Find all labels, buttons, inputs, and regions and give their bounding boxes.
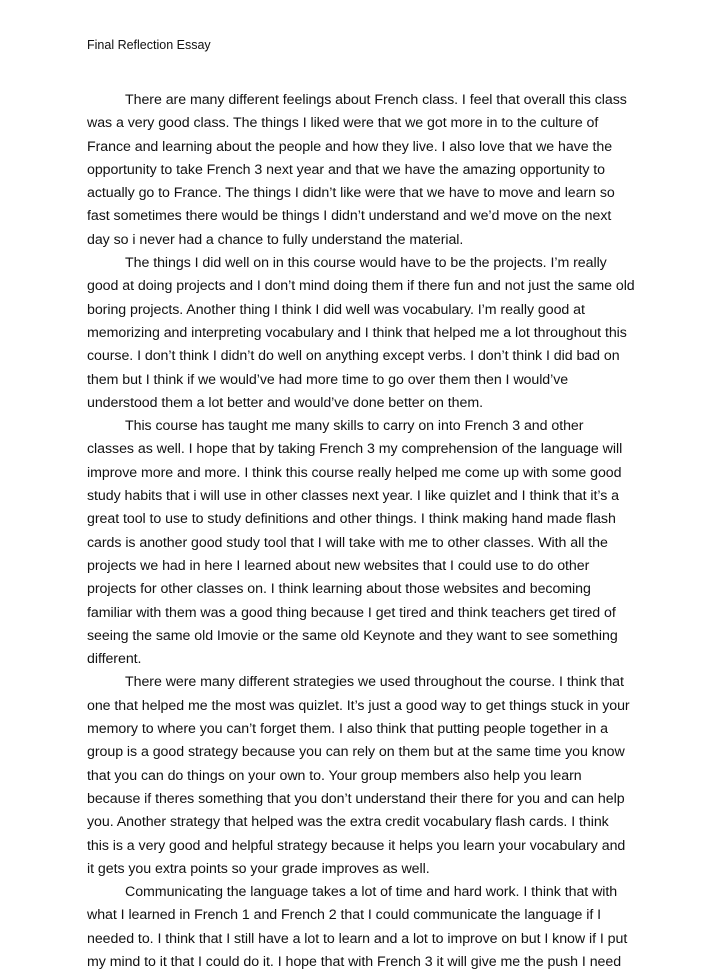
essay-body [87,89,657,974]
text-line: needed to. I think that I still have a lot to learn and a lot to improve on but I know if I put [87,930,628,947]
text-line: fast sometimes there would be things I didn’t understand and we’d move on the next [87,208,612,225]
text-line: one that helped me the most was quizlet. It’s just a good way to get things stuck in your [87,697,630,714]
text-line: There were many different strategies we used throughout the course. I think that [125,674,624,691]
text-line: it gets you extra points so your grade improves as well. [87,860,430,877]
document-header: Final Reflection Essay [87,38,211,52]
text-line: what I learned in French 1 and French 2 that I could communicate the language if I [87,907,602,924]
text-line: understood them a lot better and would’ve done better on them. [87,394,483,411]
text-line: them but I think if we would’ve had more time to go over them then I would’ve [87,371,569,388]
text-line: familiar with them was a good thing because I get tired and think teachers get tired of [87,604,616,621]
text-line: memorizing and interpreting vocabulary and I think that helped me a lot throughout this [87,324,627,341]
text-line: different. [87,651,142,668]
text-line: seeing the same old Imovie or the same old Keynote and they want to see something [87,627,618,644]
text-line: was a very good class. The things I liked were that we got more in to the culture of [87,115,599,132]
text-line: day so i never had a chance to fully understand the material. [87,231,464,248]
text-line: study habits that i will use in other classes next year. I like quizlet and I think that it’s a [87,488,620,505]
text-line: France and learning about the people and how they live. I also love that we have the [87,138,613,155]
text-line: great tool to use to study definitions and other things. I think making hand made flash [87,511,616,528]
text-line: improve more and more. I think this course really helped me come up with some good [87,464,622,481]
text-line: Communicating the language takes a lot of time and hard work. I think that with [125,884,618,901]
text-line: projects we had in here I learned about new websites that I could use to do other [87,557,590,574]
text-line: The things I did well on in this course would have to be the projects. I’m really [125,255,607,272]
text-line: because if theres something that you don’t understand their there for you and can help [87,790,625,807]
text-line: this is a very good and helpful strategy because it helps you learn your vocabulary and [87,837,626,854]
text-line: good at doing projects and I don’t mind doing them if there fun and not just the same old [87,278,635,295]
text-line: memory to where you can’t forget them. I also think that putting people together in a [87,721,608,738]
text-line: actually go to France. The things I didn’t like were that we have to move and learn so [87,185,615,202]
text-line: projects for other classes on. I think learning about those websites and becoming [87,581,591,598]
text-line: This course has taught me many skills to carry on into French 3 and other [125,418,584,435]
text-line: classes as well. I hope that by taking French 3 my comprehension of the language will [87,441,623,458]
text-line: boring projects. Another thing I think I did well was vocabulary. I’m really good at [87,301,585,318]
text-line: group is a good strategy because you can rely on them but at the same time you know [87,744,625,761]
text-line: opportunity to take French 3 next year and that we have the amazing opportunity to [87,161,606,178]
text-line: my mind to it that I could do it. I hope that with French 3 it will give me the push I need [87,953,622,970]
text-line: There are many different feelings about French class. I feel that overall this class [125,92,627,108]
text-line: you. Another strategy that helped was the extra credit vocabulary flash cards. I think [87,814,609,831]
text-line: course. I don’t think I didn’t do well on anything except verbs. I don’t think I did bad on [87,348,620,365]
text-line: that you can do things on your own to. Your group members also help you learn [87,767,582,784]
text-line: cards is another good study tool that I will take with me to other classes. With all the [87,534,608,551]
